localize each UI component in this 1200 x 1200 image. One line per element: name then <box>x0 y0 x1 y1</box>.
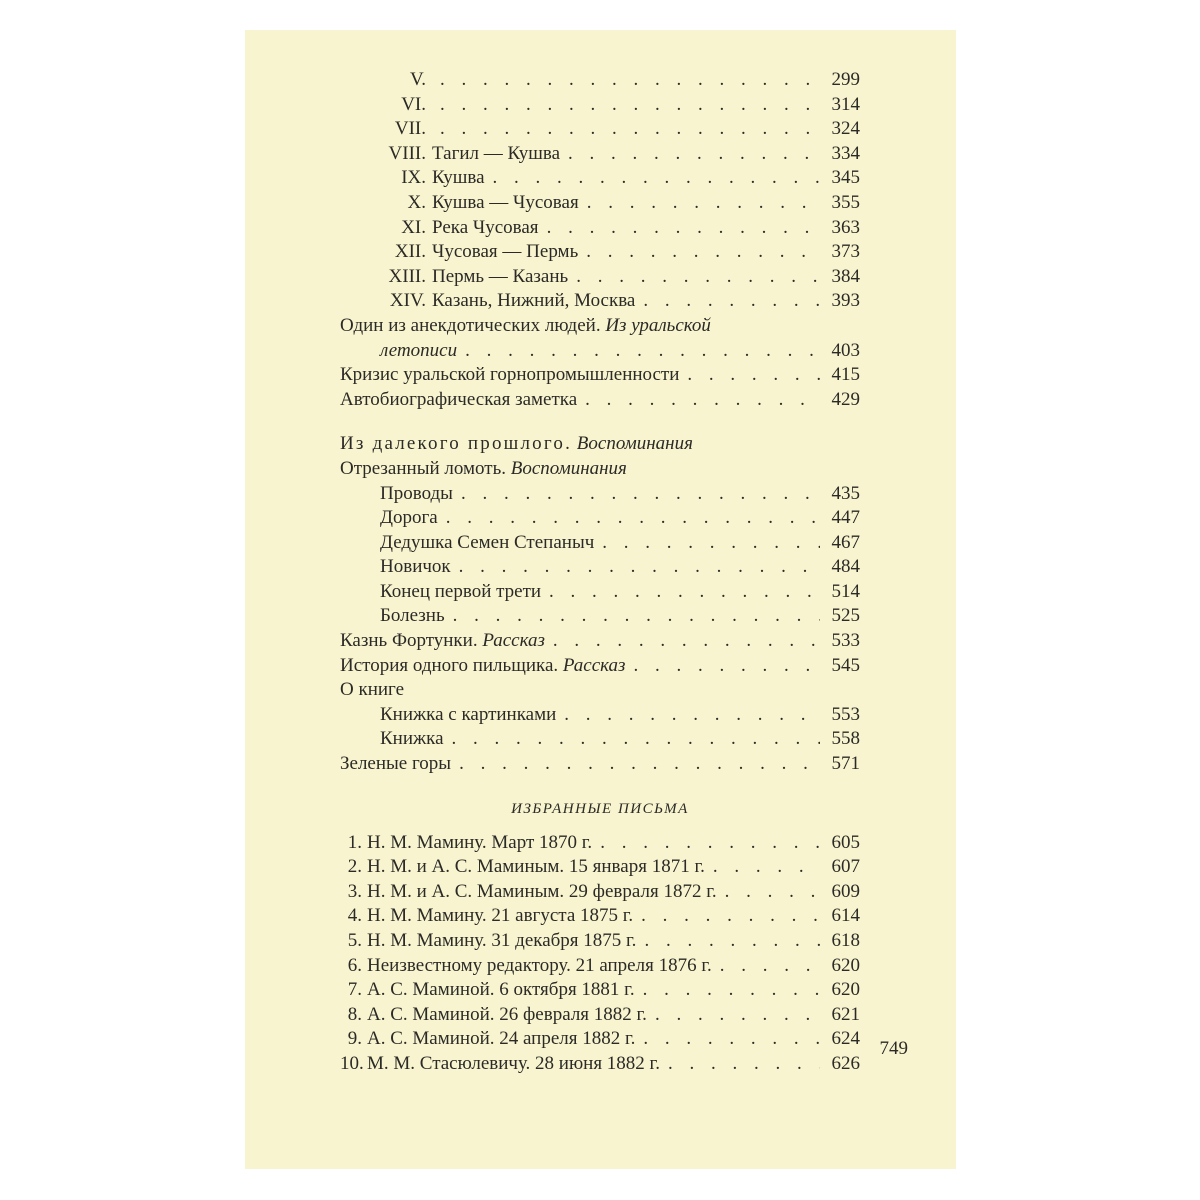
toc-entry <box>340 703 860 728</box>
leader-dots <box>586 240 820 265</box>
entry-title: А. С. Маминой. 24 апреля 1882 г. <box>367 1028 636 1050</box>
entry-title: История одного пильщика. <box>340 654 559 676</box>
toc-entry <box>340 240 860 265</box>
entry-title: А. С. Маминой. 6 октября 1881 г. <box>367 979 635 1001</box>
leader-dots <box>576 265 820 290</box>
toc-entry-letter <box>340 1052 860 1077</box>
page-ref: 355 <box>831 191 860 213</box>
leader-dots <box>459 555 820 580</box>
toc-entry-about-book <box>340 678 860 703</box>
page-number: 749 <box>879 1038 908 1059</box>
page-ref: 415 <box>831 364 860 386</box>
entry-subtitle: Из уральской <box>605 314 711 336</box>
leader-dots <box>643 1027 820 1052</box>
entry-title: Болезнь <box>380 605 445 627</box>
leader-dots <box>641 904 820 929</box>
page-ref: 484 <box>831 556 860 578</box>
leader-dots <box>452 727 820 752</box>
page-ref: 393 <box>831 290 860 312</box>
page-ref: 605 <box>831 831 860 853</box>
entry-title: Кушва — Чусовая <box>432 191 579 213</box>
entry-subtitle: Воспоминания <box>576 433 693 455</box>
toc-entry-letter <box>340 1003 860 1028</box>
toc-entry-from-past <box>340 432 860 457</box>
toc-entry-letter <box>340 831 860 856</box>
entry-number: IX. <box>401 167 426 189</box>
leader-dots <box>440 93 820 118</box>
leader-dots <box>553 629 820 654</box>
entry-title: Казань, Нижний, Москва <box>432 290 636 312</box>
entry-number: 4. <box>347 905 362 927</box>
page-ref: 324 <box>831 118 860 140</box>
toc-entry-cutoff <box>340 457 860 482</box>
entry-title: Кризис уральской горнопромышленности <box>340 364 680 386</box>
toc-entry-letter <box>340 929 860 954</box>
toc-entry-letter <box>340 954 860 979</box>
leader-dots <box>644 929 820 954</box>
entry-subtitle: Рассказ <box>482 630 545 652</box>
entry-number: 3. <box>347 880 362 902</box>
leader-dots <box>720 954 820 979</box>
entry-title: Автобиографическая заметка <box>340 388 578 410</box>
entry-title: Тагил — Кушва <box>432 142 561 164</box>
leader-dots <box>602 531 820 556</box>
toc-entry-anecdote-cont <box>340 339 860 364</box>
entry-title: О книге <box>340 679 405 701</box>
entry-title: Чусовая — Пермь <box>432 241 579 263</box>
page-ref: 373 <box>831 241 860 263</box>
page-ref: 363 <box>831 216 860 238</box>
leader-dots <box>587 191 820 216</box>
page-ref: 624 <box>831 1028 860 1050</box>
toc-entry-crisis <box>340 363 860 388</box>
letters-list <box>340 831 860 1077</box>
chapter-list <box>340 68 860 314</box>
entry-number: V. <box>409 69 426 90</box>
entry-number: XII. <box>394 241 426 263</box>
toc-entry-pilshchik <box>340 654 860 679</box>
page-ref: 429 <box>831 388 860 410</box>
entry-title: Река Чусовая <box>432 216 539 238</box>
leader-dots <box>440 117 820 142</box>
leader-dots <box>725 880 820 905</box>
page-ref: 545 <box>831 654 860 676</box>
entry-number: 2. <box>347 856 362 878</box>
toc-entry <box>340 166 860 191</box>
page-ref: 607 <box>831 856 860 878</box>
entry-number: 1. <box>347 831 362 853</box>
page-ref: 620 <box>831 954 860 976</box>
leader-dots <box>440 68 820 93</box>
page-ref: 558 <box>831 728 860 750</box>
entry-title: Н. М. Мамину. Март 1870 г. <box>367 831 593 853</box>
toc-entry <box>340 531 860 556</box>
page-ref: 334 <box>831 142 860 164</box>
entry-number: XI. <box>401 216 426 238</box>
leader-dots <box>453 604 820 629</box>
entry-number: X. <box>407 191 426 213</box>
page-ref: 447 <box>831 507 860 529</box>
book-chapter-list <box>340 703 860 752</box>
book-page <box>245 30 956 1169</box>
leader-dots <box>564 703 820 728</box>
entry-title: Неизвестному редактору. 21 апреля 1876 г. <box>367 954 712 976</box>
toc-entry <box>340 580 860 605</box>
leader-dots <box>459 752 820 777</box>
entry-title: Н. М. и А. С. Маминым. 29 февраля 1872 г. <box>367 880 717 902</box>
toc-entry-green <box>340 752 860 777</box>
page-ref: 435 <box>831 482 860 504</box>
table-of-contents <box>340 68 860 1077</box>
leader-dots <box>568 142 820 167</box>
toc-entry-letter <box>340 978 860 1003</box>
leader-dots <box>493 166 820 191</box>
toc-entry-letter <box>340 855 860 880</box>
page-ref: 553 <box>831 703 860 725</box>
entry-number: 9. <box>347 1028 362 1050</box>
toc-entry <box>340 93 860 118</box>
leader-dots <box>713 855 820 880</box>
entry-number: 7. <box>347 979 362 1001</box>
toc-entry-fortunka <box>340 629 860 654</box>
entry-number: 6. <box>347 954 362 976</box>
entry-title: А. С. Маминой. 26 февраля 1882 г. <box>367 1003 647 1025</box>
entry-title: Дедушка Семен Степаныч <box>380 531 595 553</box>
toc-entry <box>340 117 860 142</box>
page-ref: 345 <box>831 167 860 189</box>
toc-entry <box>340 142 860 167</box>
toc-entry-autobio <box>340 388 860 413</box>
entry-title: Н. М. Мамину. 21 августа 1875 г. <box>367 905 634 927</box>
leader-dots <box>633 654 820 679</box>
entry-number: 8. <box>347 1003 362 1025</box>
toc-entry <box>340 191 860 216</box>
page-ref: 571 <box>831 753 860 775</box>
entry-title: Пермь — Казань <box>432 265 569 287</box>
entry-title: Зеленые горы <box>340 753 452 775</box>
entry-title: Казнь Фортунки. <box>340 630 478 652</box>
page-ref: 614 <box>831 905 860 927</box>
entry-subtitle: летописи <box>380 339 458 361</box>
leader-dots <box>461 482 820 507</box>
leader-dots <box>668 1052 820 1077</box>
toc-entry <box>340 506 860 531</box>
toc-entry <box>340 555 860 580</box>
page-ref: 403 <box>831 339 860 361</box>
leader-dots <box>600 831 820 856</box>
entry-number: 5. <box>347 930 362 951</box>
leader-dots <box>446 506 820 531</box>
entry-number: 10. <box>340 1052 364 1074</box>
entry-title: Конец первой трети <box>380 580 542 602</box>
leader-dots <box>643 978 820 1003</box>
page-ref: 609 <box>831 880 860 902</box>
cutoff-chapter-list <box>340 482 860 630</box>
toc-entry-anecdote <box>340 314 860 339</box>
entry-title: Новичок <box>380 556 451 578</box>
entry-title: Кушва <box>432 167 485 189</box>
entry-subtitle: Рассказ <box>562 654 626 676</box>
toc-entry <box>340 68 860 93</box>
entry-number: XIII. <box>388 265 426 287</box>
entry-title: Дорога <box>380 507 438 529</box>
entry-number: XIV. <box>389 290 426 312</box>
page-ref: 533 <box>831 630 860 652</box>
toc-entry <box>340 727 860 752</box>
toc-entry <box>340 265 860 290</box>
leader-dots <box>655 1003 820 1028</box>
entry-number: VIII. <box>388 142 426 164</box>
entry-title: Книжка с картинками <box>380 703 557 725</box>
page-ref: 314 <box>831 93 860 115</box>
toc-entry-letter <box>340 1027 860 1052</box>
toc-entry <box>340 289 860 314</box>
entry-title: Н. М. Мамину. 31 декабря 1875 г. <box>367 930 637 951</box>
entry-number: VI. <box>401 93 426 115</box>
entry-title: Из далекого прошлого. <box>340 433 573 455</box>
page-ref: 621 <box>831 1003 860 1025</box>
entry-subtitle: Воспоминания <box>510 457 627 479</box>
page-ref: 299 <box>831 69 860 90</box>
page-ref: 618 <box>831 930 860 951</box>
page-ref: 620 <box>831 979 860 1001</box>
toc-entry <box>340 604 860 629</box>
leader-dots <box>585 388 820 413</box>
entry-title: Н. М. и А. С. Маминым. 15 января 1871 г. <box>367 856 705 878</box>
leader-dots <box>643 289 820 314</box>
entry-title: Один из анекдотических людей. <box>340 314 601 336</box>
leader-dots <box>549 580 820 605</box>
leader-dots <box>465 339 820 364</box>
page-ref: 626 <box>831 1052 860 1074</box>
toc-entry-letter <box>340 904 860 929</box>
toc-entry-letter <box>340 880 860 905</box>
entry-title: Книжка <box>380 728 444 750</box>
page-ref: 384 <box>831 265 860 287</box>
entry-title: Отрезанный ломоть. <box>340 457 506 479</box>
entry-title: Проводы <box>380 482 453 504</box>
section-heading: ИЗБРАННЫЕ ПИСЬМА <box>511 800 689 817</box>
page-ref: 514 <box>831 580 860 602</box>
toc-entry <box>340 216 860 241</box>
entry-title: М. М. Стасюлевичу. 28 июня 1882 г. <box>367 1052 660 1074</box>
leader-dots <box>547 216 820 241</box>
page-ref: 467 <box>831 531 860 553</box>
leader-dots <box>687 363 820 388</box>
toc-entry <box>340 482 860 507</box>
page-ref: 525 <box>831 605 860 627</box>
entry-number: VII. <box>394 118 426 140</box>
